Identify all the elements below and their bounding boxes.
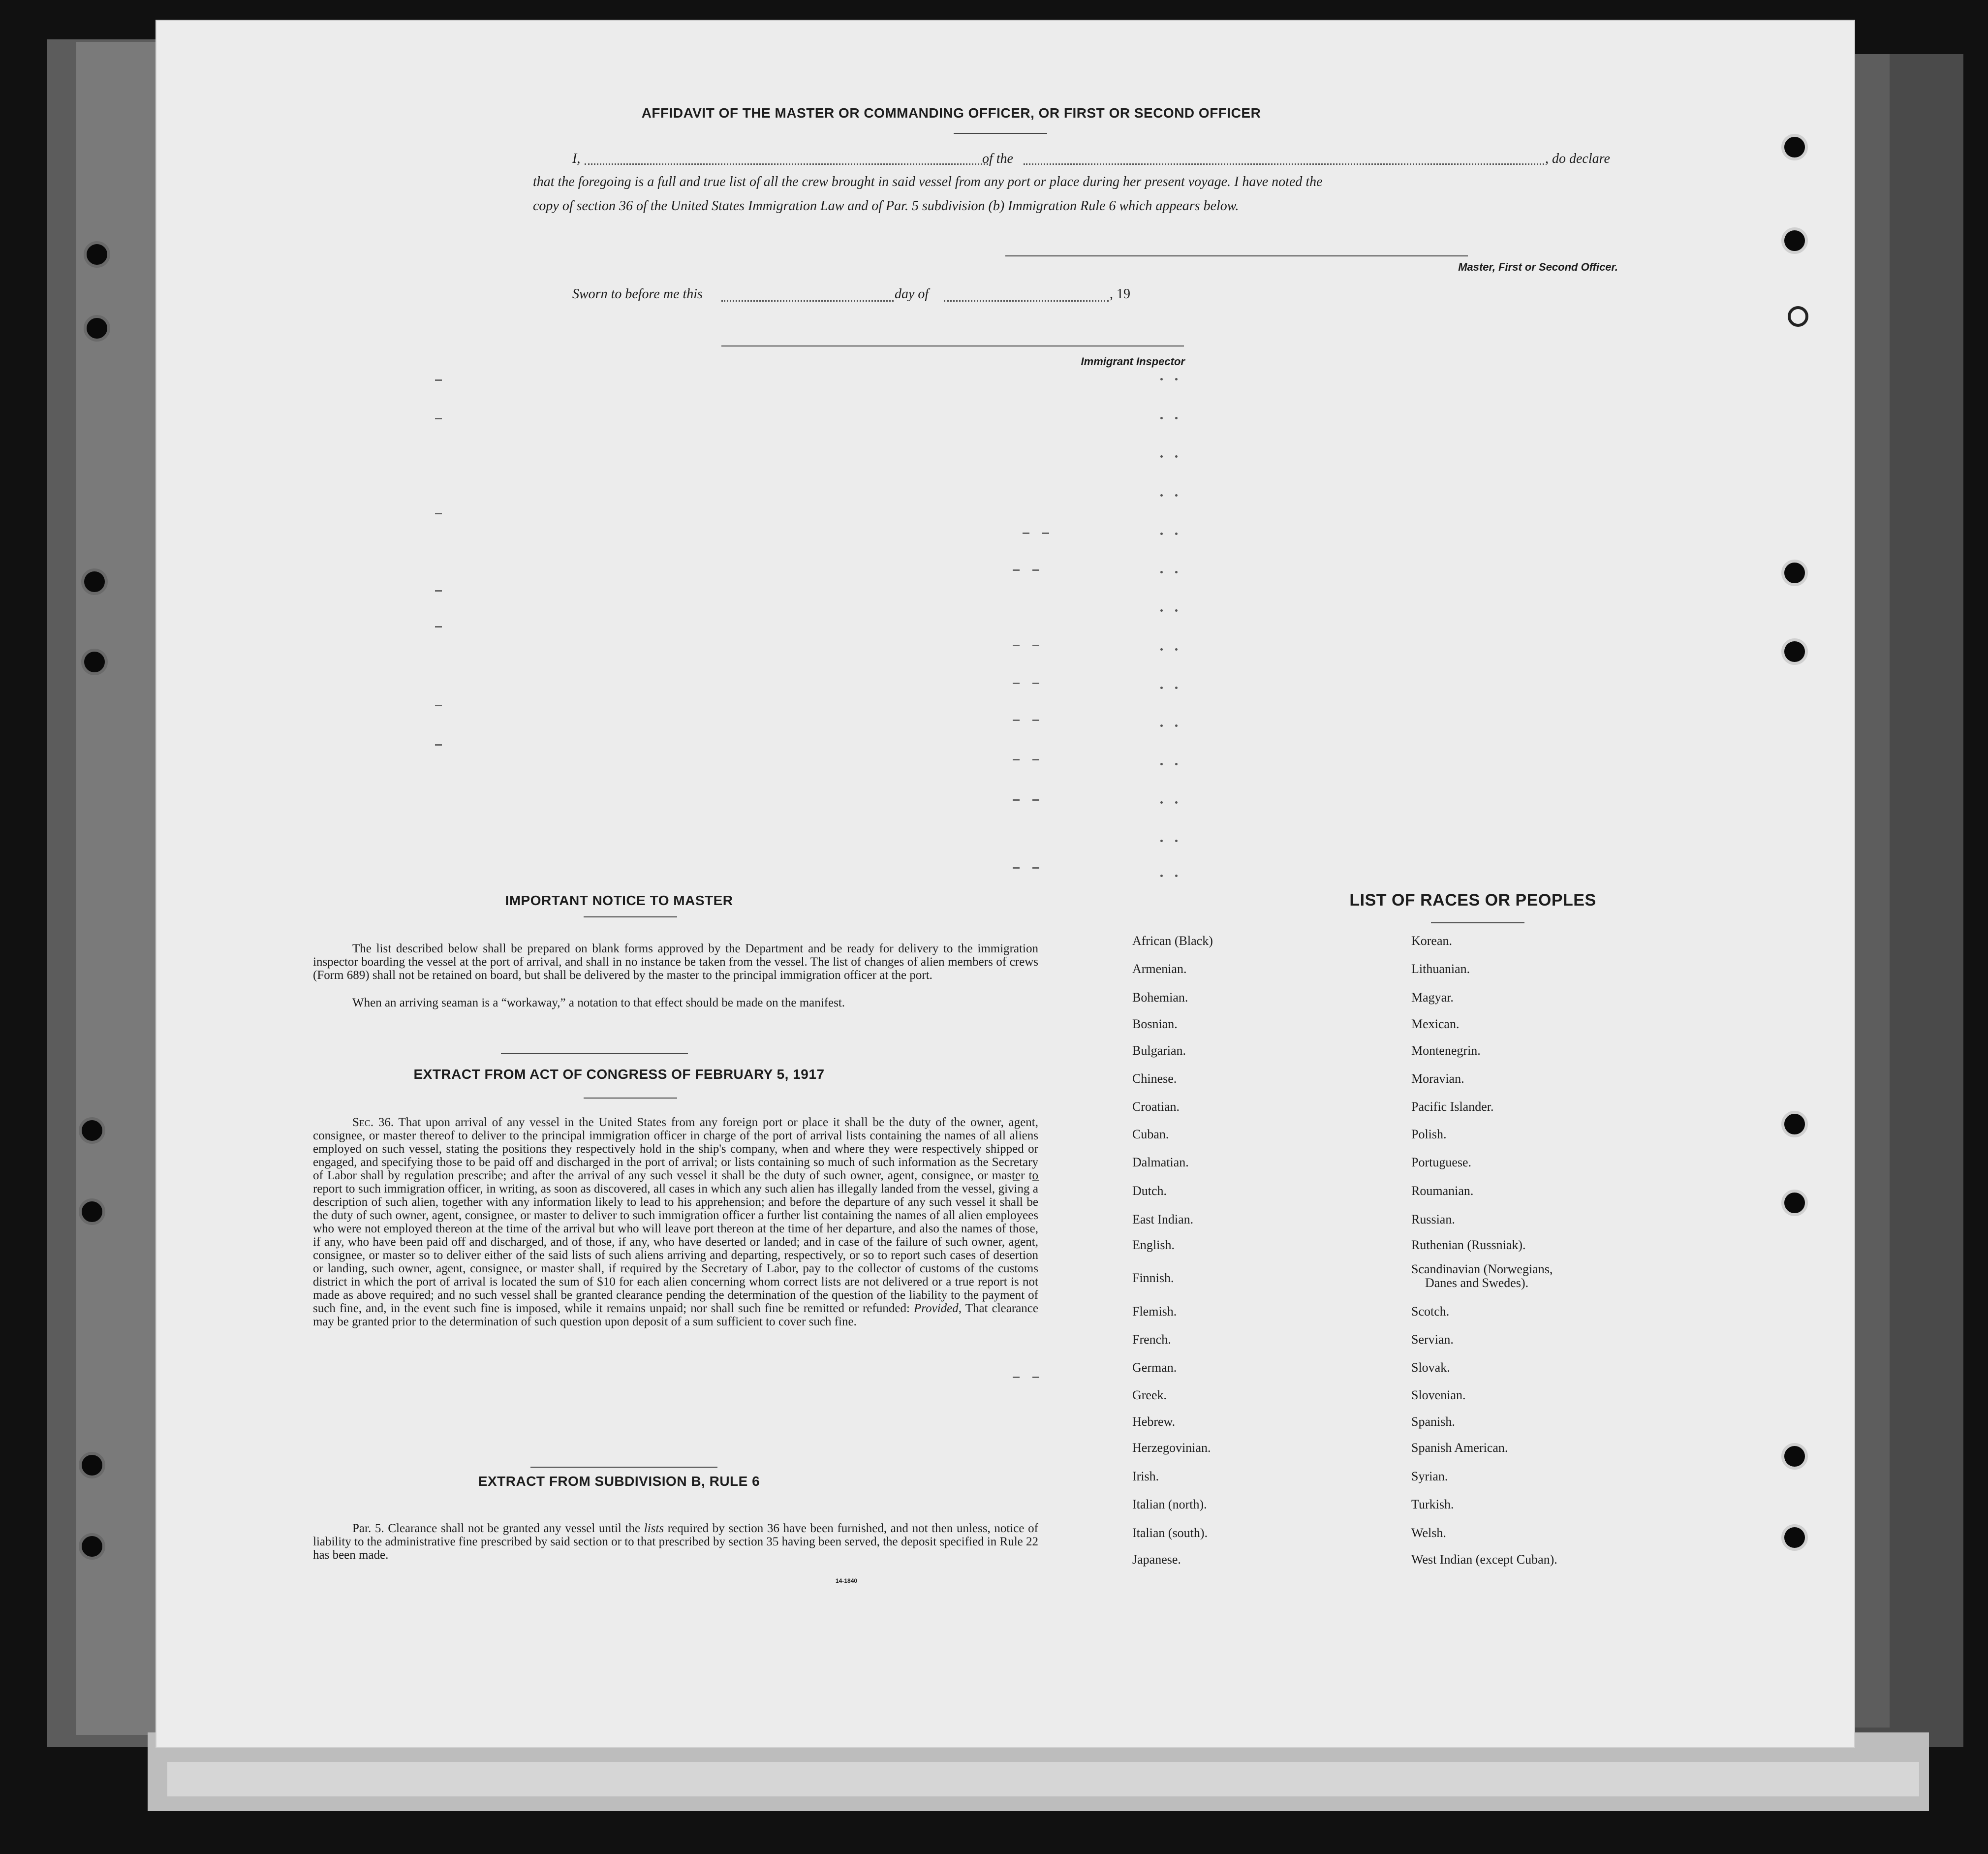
bleed-dot [1175,648,1178,651]
punch-hole [1781,1190,1808,1216]
lists-word: lists [644,1522,664,1535]
race-item: Turkish. [1411,1497,1454,1511]
race-item: East Indian. [1132,1212,1194,1226]
bleed-mark [435,590,442,592]
race-item: English. [1132,1238,1175,1252]
affidavit-declare-label: , do declare [1545,151,1610,166]
bleed-mark [1042,533,1049,534]
notice-rule [584,916,677,917]
race-item-continued: Danes and Swedes). [1425,1276,1529,1290]
day-of-label: day of [895,286,929,302]
race-item: Russian. [1411,1212,1455,1226]
signature-caption: Master, First or Second Officer. [1458,261,1618,273]
extract-rule-text [313,1522,1038,1562]
form-number: 14-1840 [836,1577,858,1584]
bleed-mark [435,705,442,706]
race-item: Dalmatian. [1132,1155,1189,1169]
race-item: Armenian. [1132,962,1187,976]
bleed-mark [1013,645,1020,646]
race-item: West Indian (except Cuban). [1411,1552,1557,1567]
bleed-dot [1160,571,1163,573]
binder-left-edge [76,42,170,1735]
bleed-dot [1160,763,1163,765]
bleed-dot [1175,609,1178,612]
sworn-day-blank [721,300,894,302]
affidavit-line-2: that the foregoing is a full and true list of all the crew brought in said vessel from any port or place during her present voyage. I have noted the [533,174,1323,189]
race-item: Scotch. [1411,1304,1450,1319]
proviso-word: Provided, [914,1302,962,1315]
section-divider [501,1053,688,1054]
bleed-dot [1175,875,1178,877]
race-item: Chinese. [1132,1071,1177,1086]
inspector-caption: Immigrant Inspector [1081,355,1185,368]
bleed-mark [1013,569,1020,571]
name-blank [585,163,988,165]
race-item: Bulgarian. [1132,1043,1186,1058]
bleed-mark [1032,759,1039,760]
race-item: French. [1132,1332,1171,1347]
punch-hole [81,649,108,675]
extract-act-text [313,1116,1038,1328]
section-36-text: That upon arrival of any vessel in the United States from any foreign port or place it shall be the duty of the owner, agent, consignee, or master thereof to deliver to the principal immigration officer in charge of the port of arrival lists containing the names of all aliens employed on such vessel, stating the positions they respectively hold in the ship's company, when and where they were respectively shipped or engaged, and specifying those to be paid off and discharged in the port of arrival; or lists containing so much of such information as the Secretary of Labor shall by regulation prescribe; and after the arrival of any such vessel it shall be the duty of such owner, agent, consignee, or master to report to such immigration officer, in writing, as soon as discovered, all cases in which any such alien has illegally landed from the vessel, giving a description of such alien, together with any information likely to lead to his apprehension; and before the departure of any such vessel it shall be the duty of such owner, agent, consignee, or master to deliver to such immigration officer a further list containing the names of all alien employees who were not employed thereon at the time of the arrival but who will leave port thereon at the time of her departure, and also the names of those, if any, who have been paid off and discharged, and of those, if any, who have deserted or landed; and in case of the failure of such owner, agent, consignee, or master so to deliver either of the said lists of such aliens arriving and departing, respectively, or so to report such cases of desertion or landing, such owner, agent, consignee, or master shall, if required by the Secretary of Labor, pay to the collector of customs of the customs district in which the port of arrival is located the sum of $10 for each alien concerning whom correct lists are not delivered or a true report is not made as above required; and no such vessel shall be granted clearance pending the determination of the question of the liability to the payment of such fine, and, in the event such fine is imposed, while it remains unpaid; nor shall such fine be remitted or refunded: [313,1116,1038,1315]
bleed-mark [1032,799,1039,801]
bleed-dot [1160,875,1163,877]
race-item: Scandinavian (Norwegians, [1411,1262,1553,1276]
year-prefix: , 19 [1110,286,1130,302]
race-item: Dutch. [1132,1184,1167,1198]
bleed-dot [1160,533,1163,535]
affidavit-line-3: copy of section 36 of the United States Immigration Law and of Par. 5 subdivision (b) Immigration Rule 6 which appears below. [533,198,1239,214]
race-item: Ruthenian (Russniak). [1411,1238,1526,1252]
race-item: African (Black) [1132,934,1213,948]
bleed-dot [1175,571,1178,573]
race-item: Polish. [1411,1127,1447,1141]
race-item: Japanese. [1132,1552,1181,1567]
bleed-mark [435,418,442,419]
bleed-dot [1175,494,1178,497]
bleed-dot [1160,840,1163,842]
extract-rule-title: EXTRACT FROM SUBDIVISION B, RULE 6 [478,1474,760,1489]
bleed-mark [435,379,442,381]
race-item: Slovenian. [1411,1388,1466,1402]
bleed-dot [1160,648,1163,651]
punch-hole [81,568,108,595]
race-item: Korean. [1411,934,1453,948]
bleed-mark [435,513,442,514]
race-item: German. [1132,1360,1177,1375]
notice-paragraph-2: When an arriving seaman is a “workaway,” a notation to that effect should be made on the manifest. [352,996,845,1009]
rule-text-a: Par. 5. Clearance shall not be granted any vessel until the [352,1522,641,1535]
extract-act-rule [584,1098,677,1099]
section-label: Sec. 36. [352,1116,394,1129]
race-item: Bosnian. [1132,1017,1178,1031]
bleed-dot [1160,494,1163,497]
punch-hole [79,1452,105,1478]
punch-hole [1781,227,1808,254]
signature-line [1005,255,1468,256]
sworn-label: Sworn to before me this [572,286,703,302]
bleed-dot [1175,533,1178,535]
bleed-dot [1175,724,1178,727]
race-item: Italian (south). [1132,1526,1208,1540]
race-item: Spanish. [1411,1414,1455,1429]
punch-hole-outline [1788,306,1808,327]
bleed-dot [1175,417,1178,419]
punch-hole [84,315,110,342]
rule-text-b: required by section 36 have been furnished, and not then unless, notice of liability to the administrative fine prescribed by said section or to that prescribed by section 35 having been served, the deposit specified in Rule 22 has been made. [313,1522,1039,1562]
bleed-mark [1013,1377,1020,1378]
punch-hole [1781,1443,1808,1470]
punch-hole [1781,1524,1808,1551]
bleed-mark [1032,645,1039,646]
bleed-dot [1175,687,1178,689]
race-item: Spanish American. [1411,1441,1508,1455]
affidavit-of-the-label: of the [982,151,1013,166]
bleed-mark [1013,867,1020,869]
punch-hole [1781,560,1808,586]
bleed-mark [1013,799,1020,801]
punch-hole [79,1117,105,1144]
race-item: Lithuanian. [1411,962,1470,976]
punch-hole [1781,134,1808,160]
race-item: Portuguese. [1411,1155,1472,1169]
race-item: Magyar. [1411,990,1454,1005]
punch-hole [79,1533,105,1560]
bleed-dot [1175,763,1178,765]
bleed-mark [1023,533,1029,534]
race-item: Mexican. [1411,1017,1460,1031]
race-item: Welsh. [1411,1526,1446,1540]
race-item: Servian. [1411,1332,1454,1347]
bleed-dot [1160,801,1163,804]
title-rule [954,133,1047,134]
notice-paragraph-1: The list described below shall be prepared on blank forms approved by the Department and be ready for delivery to the immigration inspector boarding the vessel at the port of arrival, and shall in no instance be taken from the vessel. The list of changes of alien members of crews (Form 689) shall not be retained on board, but shall be delivered by the master to the principal immigration officer at the port. [313,942,1038,982]
races-rule [1431,922,1524,923]
race-item: Finnish. [1132,1271,1174,1285]
bleed-mark [1032,1377,1039,1378]
punch-hole [1781,1111,1808,1137]
bleed-mark [435,744,442,746]
punch-hole [84,241,110,268]
bleed-dot [1175,378,1178,380]
punch-hole [1781,638,1808,665]
race-item: Montenegrin. [1411,1043,1481,1058]
race-item: Italian (north). [1132,1497,1207,1511]
extract-act-title: EXTRACT FROM ACT OF CONGRESS OF FEBRUARY 5, 1917 [413,1067,825,1082]
race-item: Syrian. [1411,1469,1448,1483]
bleed-dot [1160,609,1163,612]
affidavit-title: AFFIDAVIT OF THE MASTER OR COMMANDING OFFICER, OR FIRST OR SECOND OFFICER [641,105,1261,121]
race-item: Roumanian. [1411,1184,1474,1198]
notice-title: IMPORTANT NOTICE TO MASTER [505,893,733,908]
bleed-mark [1032,569,1039,571]
race-item: Bohemian. [1132,990,1188,1005]
bleed-dot [1160,455,1163,458]
section-divider [530,1467,717,1468]
vessel-blank [1024,163,1544,165]
race-item: Irish. [1132,1469,1159,1483]
race-item: Flemish. [1132,1304,1177,1319]
bleed-mark [1013,720,1020,721]
proviso-text: That clearance may be granted prior to the determination of such question upon deposit of a sum sufficient to cover such fine. [313,1302,1038,1328]
bleed-dot [1175,801,1178,804]
race-item: Greek. [1132,1388,1167,1402]
bleed-mark [1032,867,1039,869]
races-title: LIST OF RACES OR PEOPLES [1349,891,1596,910]
race-item: Moravian. [1411,1071,1464,1086]
bleed-mark [1032,720,1039,721]
punch-hole [79,1198,105,1225]
bleed-mark [1032,683,1039,684]
race-item: Croatian. [1132,1100,1180,1114]
bleed-dot [1160,417,1163,419]
bleed-dot [1160,687,1163,689]
form-sheet [156,21,1854,1747]
bleed-mark [1013,759,1020,760]
race-item: Pacific Islander. [1411,1100,1494,1114]
bleed-dot [1160,724,1163,727]
race-item: Hebrew. [1132,1414,1176,1429]
sworn-month-blank [944,300,1109,302]
bleed-mark [435,626,442,628]
bleed-mark [1013,683,1020,684]
bleed-dot [1175,840,1178,842]
binder-bottom-page-edge [167,1762,1919,1796]
race-item: Slovak. [1411,1360,1450,1375]
bleed-dot [1175,455,1178,458]
affidavit-i-label: I, [572,151,581,166]
race-item: Cuban. [1132,1127,1169,1141]
bleed-dot [1160,378,1163,380]
race-item: Herzegovinian. [1132,1441,1211,1455]
